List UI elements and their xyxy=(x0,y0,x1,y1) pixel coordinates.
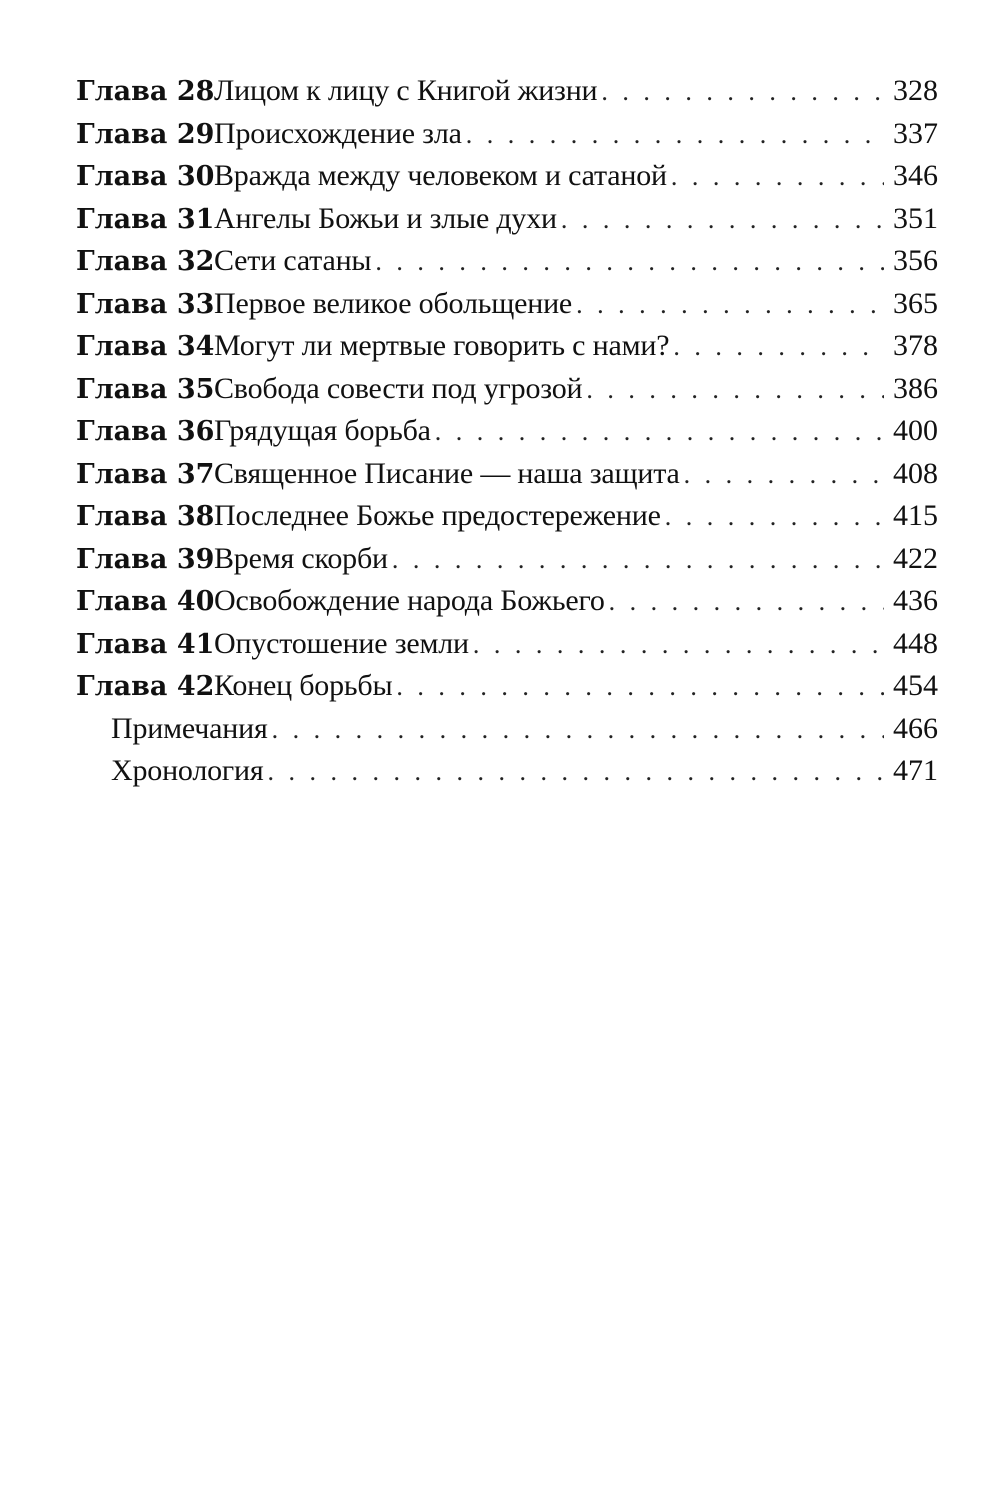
toc-entry-chapter-31 xyxy=(76,198,938,241)
toc-entry-chapter-34 xyxy=(76,325,938,368)
dot-leader xyxy=(561,199,884,242)
table-of-contents xyxy=(76,70,938,793)
chapter-number: Глава 31 xyxy=(76,203,215,235)
page-number: 454 xyxy=(893,669,938,702)
toc-entry-chapter-40 xyxy=(76,580,938,623)
chapter-title: Лицом к лицу с Книгой жизни xyxy=(214,74,598,107)
toc-entry-chapter-38 xyxy=(76,495,938,538)
page-number: 400 xyxy=(893,414,938,447)
toc-entry-notes xyxy=(76,708,938,751)
page-number: 466 xyxy=(893,711,938,745)
chapter-title: Священное Писание — наша защита xyxy=(214,456,680,490)
chapter-number: Глава 37 xyxy=(76,458,215,490)
chapter-number: Глава 33 xyxy=(76,288,215,320)
page-number: 351 xyxy=(893,201,938,235)
chapter-title: Грядущая борьба xyxy=(214,414,431,447)
dot-leader xyxy=(466,114,884,157)
page-number: 471 xyxy=(893,754,938,787)
chapter-title: Последнее Божье предостережение xyxy=(214,499,661,532)
page-number: 422 xyxy=(893,541,938,575)
toc-entry-chapter-33 xyxy=(76,283,938,326)
chapter-title: Ангелы Божьи и злые духи xyxy=(214,201,557,235)
dot-leader xyxy=(473,624,884,667)
chapter-title: Свобода совести под угрозой xyxy=(214,371,583,405)
chapter-number: Глава 30 xyxy=(76,161,215,192)
chapter-title: Освобождение народа Божьего xyxy=(214,584,605,617)
chapter-number: Глава 36 xyxy=(76,416,215,447)
toc-entry-chapter-32 xyxy=(76,240,938,283)
dot-leader xyxy=(272,709,884,752)
dot-leader xyxy=(665,496,884,539)
toc-entry-chapter-41 xyxy=(76,623,938,666)
page-number: 386 xyxy=(893,371,938,405)
dot-leader xyxy=(396,666,884,709)
page-number: 337 xyxy=(893,116,938,150)
chapter-number: Глава 40 xyxy=(76,586,215,617)
chapter-title: Время скорби xyxy=(214,541,388,575)
page-number: 415 xyxy=(893,499,938,532)
toc-entry-chapter-42 xyxy=(76,665,938,708)
chapter-title: Опустошение земли xyxy=(214,626,469,660)
toc-entry-chapter-36 xyxy=(76,410,938,453)
toc-entry-chapter-37 xyxy=(76,453,938,496)
chapter-number: Глава 32 xyxy=(76,246,215,277)
dot-leader xyxy=(673,326,884,369)
chapter-number: Глава 34 xyxy=(76,331,215,362)
page-number: 448 xyxy=(893,626,938,660)
toc-entry-chapter-29 xyxy=(76,113,938,156)
chapter-title: Сети сатаны xyxy=(214,244,372,277)
chapter-number: Глава 41 xyxy=(76,628,215,660)
chapter-title: Могут ли мертвые говорить с нами? xyxy=(214,329,670,362)
dot-leader xyxy=(684,454,884,497)
chapter-number: Глава 28 xyxy=(76,76,215,107)
dot-leader xyxy=(601,71,884,114)
toc-entry-chapter-35 xyxy=(76,368,938,411)
page-number: 346 xyxy=(893,159,938,192)
page-number: 378 xyxy=(893,329,938,362)
chapter-number: Глава 38 xyxy=(76,501,215,532)
chapter-number: Глава 42 xyxy=(76,671,215,702)
dot-leader xyxy=(392,539,884,582)
dot-leader xyxy=(609,581,884,624)
chapter-title: Происхождение зла xyxy=(214,116,462,150)
dot-leader xyxy=(267,751,884,794)
chapter-number: Глава 35 xyxy=(76,373,215,405)
toc-entry-chapter-30 xyxy=(76,155,938,198)
chapter-title: Первое великое обольщение xyxy=(214,286,573,320)
section-title: Хронология xyxy=(111,754,264,787)
toc-entry-chapter-28 xyxy=(76,70,938,113)
page-number: 328 xyxy=(893,74,938,107)
chapter-number: Глава 39 xyxy=(76,543,215,575)
dot-leader xyxy=(586,369,884,412)
chapter-title: Конец борьбы xyxy=(214,669,393,702)
dot-leader xyxy=(671,156,884,199)
toc-entry-chapter-39 xyxy=(76,538,938,581)
section-title: Примечания xyxy=(111,711,268,745)
toc-entry-chronology xyxy=(76,750,938,793)
chapter-number: Глава 29 xyxy=(76,118,215,150)
page-number: 365 xyxy=(893,286,938,320)
page-number: 408 xyxy=(893,456,938,490)
chapter-title: Вражда между человеком и сатаной xyxy=(214,159,667,192)
page-number: 436 xyxy=(893,584,938,617)
dot-leader xyxy=(576,284,884,327)
page-number: 356 xyxy=(893,244,938,277)
dot-leader xyxy=(435,411,884,454)
dot-leader xyxy=(375,241,884,284)
